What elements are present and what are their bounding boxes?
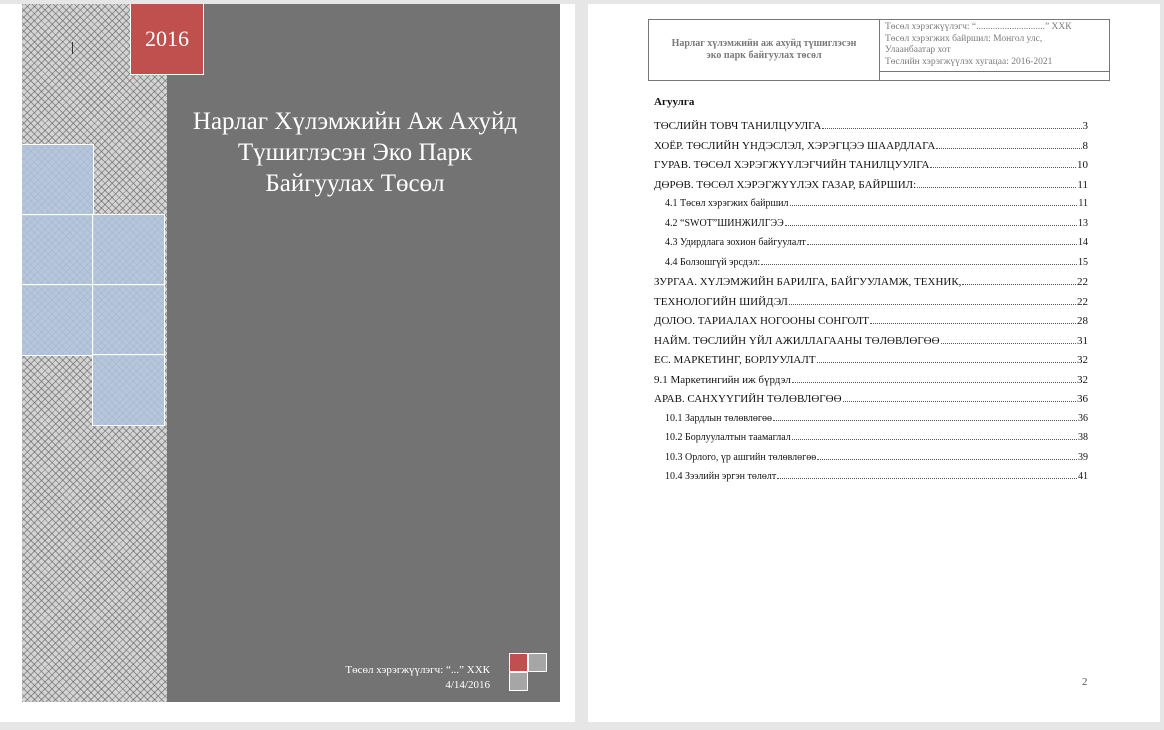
cover-tile bbox=[22, 145, 93, 215]
toc-leader-dots bbox=[843, 401, 1076, 402]
header-title-line: эко парк байгуулах төсөл bbox=[706, 50, 822, 61]
toc-entry[interactable] bbox=[654, 393, 1088, 413]
toc-entry[interactable] bbox=[654, 179, 1088, 199]
cover-tile bbox=[22, 285, 93, 355]
cover-tile bbox=[93, 215, 164, 285]
toc-entry[interactable] bbox=[654, 354, 1088, 374]
toc-leader-dots bbox=[761, 264, 1077, 265]
toc-entry-title: 10.1 Зардлын төлөвлөгөө bbox=[665, 412, 773, 424]
toc-entry-title: ДӨРӨВ. ТӨСӨЛ ХЭРЭГЖҮҮЛЭХ ГАЗАР, БАЙРШИЛ: bbox=[654, 178, 917, 191]
toc-leader-dots bbox=[792, 382, 1076, 383]
toc-leader-dots bbox=[777, 478, 1077, 479]
toc-entry[interactable] bbox=[654, 257, 1088, 277]
toc-entry-title: ЗУРГАА. ХҮЛЭМЖИЙН БАРИЛГА, БАЙГУУЛАМЖ, ТЕХНИК, bbox=[654, 276, 962, 288]
toc-leader-dots bbox=[870, 323, 1076, 324]
toc-entry-title: АРАВ. САНХҮҮГИЙН ТӨЛӨВЛӨГӨӨ bbox=[654, 393, 842, 405]
toc-entry-page: 22 bbox=[1077, 295, 1088, 308]
toc-entry[interactable] bbox=[654, 471, 1088, 491]
toc-leader-dots bbox=[822, 128, 1081, 129]
toc-entry-title: ТӨСЛИЙН ТОВЧ ТАНИЛЦУУЛГА bbox=[654, 120, 822, 132]
toc-entry-page: 11 bbox=[1078, 198, 1088, 209]
header-divider bbox=[880, 71, 1110, 72]
toc-entry[interactable] bbox=[654, 315, 1088, 335]
toc-entry-title: 10.2 Борлуулалтын таамаглал bbox=[665, 432, 791, 443]
toc-leader-dots bbox=[790, 205, 1078, 206]
toc-entry-title: ДОЛОО. ТАРИАЛАХ НОГООНЫ СОНГОЛТ bbox=[654, 315, 869, 327]
cover-meta[interactable] bbox=[300, 663, 490, 693]
toc-entry[interactable] bbox=[654, 198, 1088, 218]
toc-entry-page: 38 bbox=[1078, 432, 1088, 443]
toc-entry-title: 4.3 Удирдлага зохион байгуулалт bbox=[665, 237, 806, 248]
toc-leader-dots bbox=[792, 439, 1077, 440]
toc-leader-dots bbox=[807, 244, 1077, 245]
toc-entry-page: 3 bbox=[1082, 120, 1088, 132]
toc-entry-page: 15 bbox=[1078, 256, 1088, 268]
toc-leader-dots bbox=[917, 187, 1076, 188]
toc-entry[interactable] bbox=[654, 432, 1088, 452]
toc-entry-title: 4.4 Болзошгүй эрсдэл: bbox=[665, 256, 761, 268]
toc-leader-dots bbox=[789, 304, 1076, 305]
toc-entry[interactable] bbox=[654, 237, 1088, 257]
header-project-info bbox=[885, 22, 1107, 68]
decor-square-gray bbox=[510, 673, 527, 690]
header-title-line: Нарлаг хүлэмжийн аж ахуйд түшиглэсэн bbox=[671, 38, 857, 49]
toc-entry-page: 32 bbox=[1077, 373, 1088, 386]
cover-title-line: Байгуулах Төсөл bbox=[265, 170, 445, 197]
toc-entry[interactable] bbox=[654, 120, 1088, 140]
toc-entry[interactable] bbox=[654, 296, 1088, 316]
toc-entry-page: 36 bbox=[1077, 393, 1088, 405]
toc-entry-title: 9.1 Маркетингийн иж бүрдэл bbox=[654, 373, 791, 386]
toc-entry-page: 10 bbox=[1077, 159, 1088, 171]
header-info-line: Төслийн хэрэгжүүлэх хугацаа: 2016-2021 bbox=[885, 56, 1053, 67]
header-info-line: Улаанбаатар хот bbox=[885, 45, 951, 55]
toc-entry-page: 31 bbox=[1077, 334, 1088, 347]
toc-entry-page: 8 bbox=[1082, 139, 1088, 152]
toc-entry-page: 11 bbox=[1077, 178, 1088, 191]
toc-entry[interactable] bbox=[654, 452, 1088, 472]
toc-list bbox=[654, 120, 1088, 491]
toc-entry-title: 4.1 Төсөл хэрэгжих байршил bbox=[665, 198, 789, 209]
toc-entry-title: ТЕХНОЛОГИЙН ШИЙДЭЛ bbox=[654, 295, 788, 308]
toc-entry-title: ХОЁР. ТӨСЛИЙН ҮНДЭСЛЭЛ, ХЭРЭГЦЭЭ ШААРДЛАГА bbox=[654, 139, 936, 152]
header-info-line: Төсөл хэрэгжих байршил: Монгол улс, bbox=[885, 33, 1043, 44]
header-info-line: Төсөл хэрэгжүүлэгч: “.............................” ХХК bbox=[885, 22, 1072, 32]
toc-leader-dots bbox=[962, 284, 1076, 285]
toc-leader-dots bbox=[930, 167, 1076, 168]
cover-date: 4/14/2016 bbox=[445, 679, 490, 691]
toc-entry-page: 22 bbox=[1077, 276, 1088, 288]
cover-page[interactable] bbox=[0, 4, 575, 722]
toc-entry-page: 28 bbox=[1077, 315, 1088, 327]
toc-entry-page: 13 bbox=[1078, 217, 1088, 229]
page-number: 2 bbox=[1082, 676, 1088, 688]
cover-tile bbox=[22, 215, 93, 285]
toc-leader-dots bbox=[936, 148, 1081, 149]
cover-tile bbox=[93, 355, 164, 425]
toc-entry[interactable] bbox=[654, 335, 1088, 355]
cover-title-line: Түшиглэсэн Эко Парк bbox=[237, 139, 473, 166]
toc-entry-page: 39 bbox=[1078, 451, 1088, 463]
cover-title-line: Нарлаг Хүлэмжийн Аж Ахуйд bbox=[192, 108, 518, 135]
toc-entry-page: 41 bbox=[1078, 471, 1088, 482]
cover-year[interactable]: 2016 bbox=[131, 4, 203, 74]
toc-entry-page: 32 bbox=[1077, 354, 1088, 366]
toc-entry-title: ЕС. МАРКЕТИНГ, БОРЛУУЛАЛТ bbox=[654, 354, 816, 366]
toc-entry-page: 36 bbox=[1078, 412, 1088, 424]
cover-tile bbox=[93, 285, 164, 355]
toc-entry-title: НАЙМ. ТӨСЛИЙН ҮЙЛ АЖИЛЛАГААНЫ ТӨЛӨВЛӨГӨӨ bbox=[654, 334, 940, 347]
toc-leader-dots bbox=[941, 343, 1076, 344]
toc-entry-title: 4.2 “SWOT”ШИНЖИЛГЭЭ bbox=[665, 217, 784, 229]
toc-heading[interactable]: Агуулга bbox=[654, 96, 695, 108]
toc-entry[interactable] bbox=[654, 140, 1088, 160]
toc-entry-title: 10.3 Орлого, үр ашгийн төлөвлөгөө bbox=[665, 451, 817, 463]
cover-title[interactable] bbox=[170, 106, 540, 199]
toc-leader-dots bbox=[773, 420, 1077, 421]
decor-square-gray bbox=[529, 654, 546, 671]
text-cursor bbox=[72, 42, 73, 54]
header-table[interactable] bbox=[648, 19, 1110, 81]
toc-entry[interactable] bbox=[654, 159, 1088, 179]
toc-page[interactable] bbox=[588, 4, 1160, 722]
toc-entry[interactable] bbox=[654, 374, 1088, 394]
toc-entry-page: 14 bbox=[1078, 237, 1088, 248]
toc-leader-dots bbox=[817, 459, 1077, 460]
toc-entry[interactable] bbox=[654, 413, 1088, 433]
header-project-title bbox=[649, 20, 880, 80]
toc-entry[interactable] bbox=[654, 218, 1088, 238]
toc-entry-title: ГУРАВ. ТӨСӨЛ ХЭРЭГЖҮҮЛЭГЧИЙН ТАНИЛЦУУЛГА bbox=[654, 159, 930, 171]
decor-square-red bbox=[510, 654, 527, 671]
toc-leader-dots bbox=[785, 225, 1077, 226]
toc-entry-title: 10.4 Зээлийн эргэн төлөлт bbox=[665, 471, 777, 482]
toc-entry[interactable] bbox=[654, 276, 1088, 296]
toc-leader-dots bbox=[817, 362, 1076, 363]
cover-author: Төсөл хэрэгжүүлэгч: “...” ХХК bbox=[345, 664, 490, 676]
